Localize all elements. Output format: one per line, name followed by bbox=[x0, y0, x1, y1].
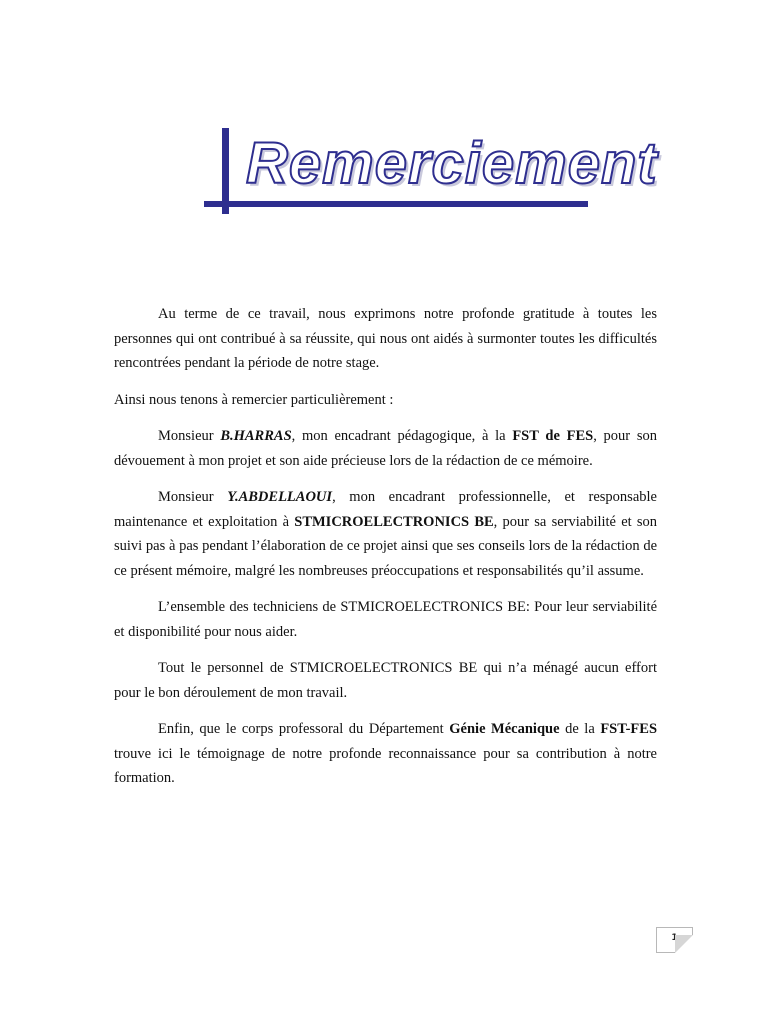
text-segment: Enfin, que le corps professoral du Département bbox=[158, 721, 450, 737]
page-number: 1 bbox=[656, 927, 693, 953]
person-name-abdellaoui: Y.ABDELLAOUI bbox=[227, 489, 333, 505]
text-segment: , mon encadrant professionnelle, et responsable maintenance et exploitation à bbox=[114, 489, 657, 530]
department-name: Génie Mécanique bbox=[449, 721, 560, 737]
body-text bbox=[114, 302, 657, 803]
title-underline-rule bbox=[204, 201, 588, 207]
paragraph-faculty bbox=[114, 717, 657, 791]
text-segment: trouve ici le témoignage de notre profonde reconnaissance pour sa contribution à notre formation. bbox=[114, 745, 657, 786]
paragraph-harras bbox=[114, 424, 657, 473]
text-segment: , mon encadrant pédagogique, à la bbox=[291, 428, 513, 444]
text-segment: , pour sa serviabilité et son suivi pas à pas pendant l’élaboration de ce projet ainsi que ses conseils lors de la rédaction de ce présent mémoire, malgré les nombreuses préoccupations et responsabilités qu’il assume. bbox=[114, 513, 658, 579]
text-segment: de la bbox=[559, 721, 601, 737]
text-segment: Monsieur bbox=[158, 489, 228, 505]
text-segment: , pour son dévouement à mon projet et son aide précieuse lors de la rédaction de ce mémoire. bbox=[114, 428, 657, 469]
org-fst-fes: FST de FES bbox=[512, 428, 594, 444]
paragraph-abdellaoui bbox=[114, 485, 657, 583]
paragraph-personnel: Tout le personnel de STMICROELECTRONICS BE qui n’a ménagé aucun effort pour le bon déroulement de mon travail. bbox=[114, 660, 657, 701]
page-title: Remerciement bbox=[246, 131, 658, 196]
org-fst-fes-2: FST-FES bbox=[600, 721, 658, 737]
org-stmicroelectronics: STMICROELECTRONICS BE bbox=[294, 513, 494, 530]
paragraph-thanks-lead: Ainsi nous tenons à remercier particulièrement : bbox=[114, 391, 394, 408]
text-segment: Monsieur bbox=[158, 428, 221, 444]
paragraph-technicians: L’ensemble des techniciens de STMICROELECTRONICS BE: Pour leur serviabilité et disponibilité pour nous aider. bbox=[114, 599, 657, 640]
person-name-harras: B.HARRAS bbox=[220, 428, 292, 444]
paragraph-intro: Au terme de ce travail, nous exprimons notre profonde gratitude à toutes les personnes qui ont contribué à sa réussite, qui nous ont aidés à surmonter toutes les difficultés rencontrées pendant la période de notre stage. bbox=[114, 306, 657, 371]
